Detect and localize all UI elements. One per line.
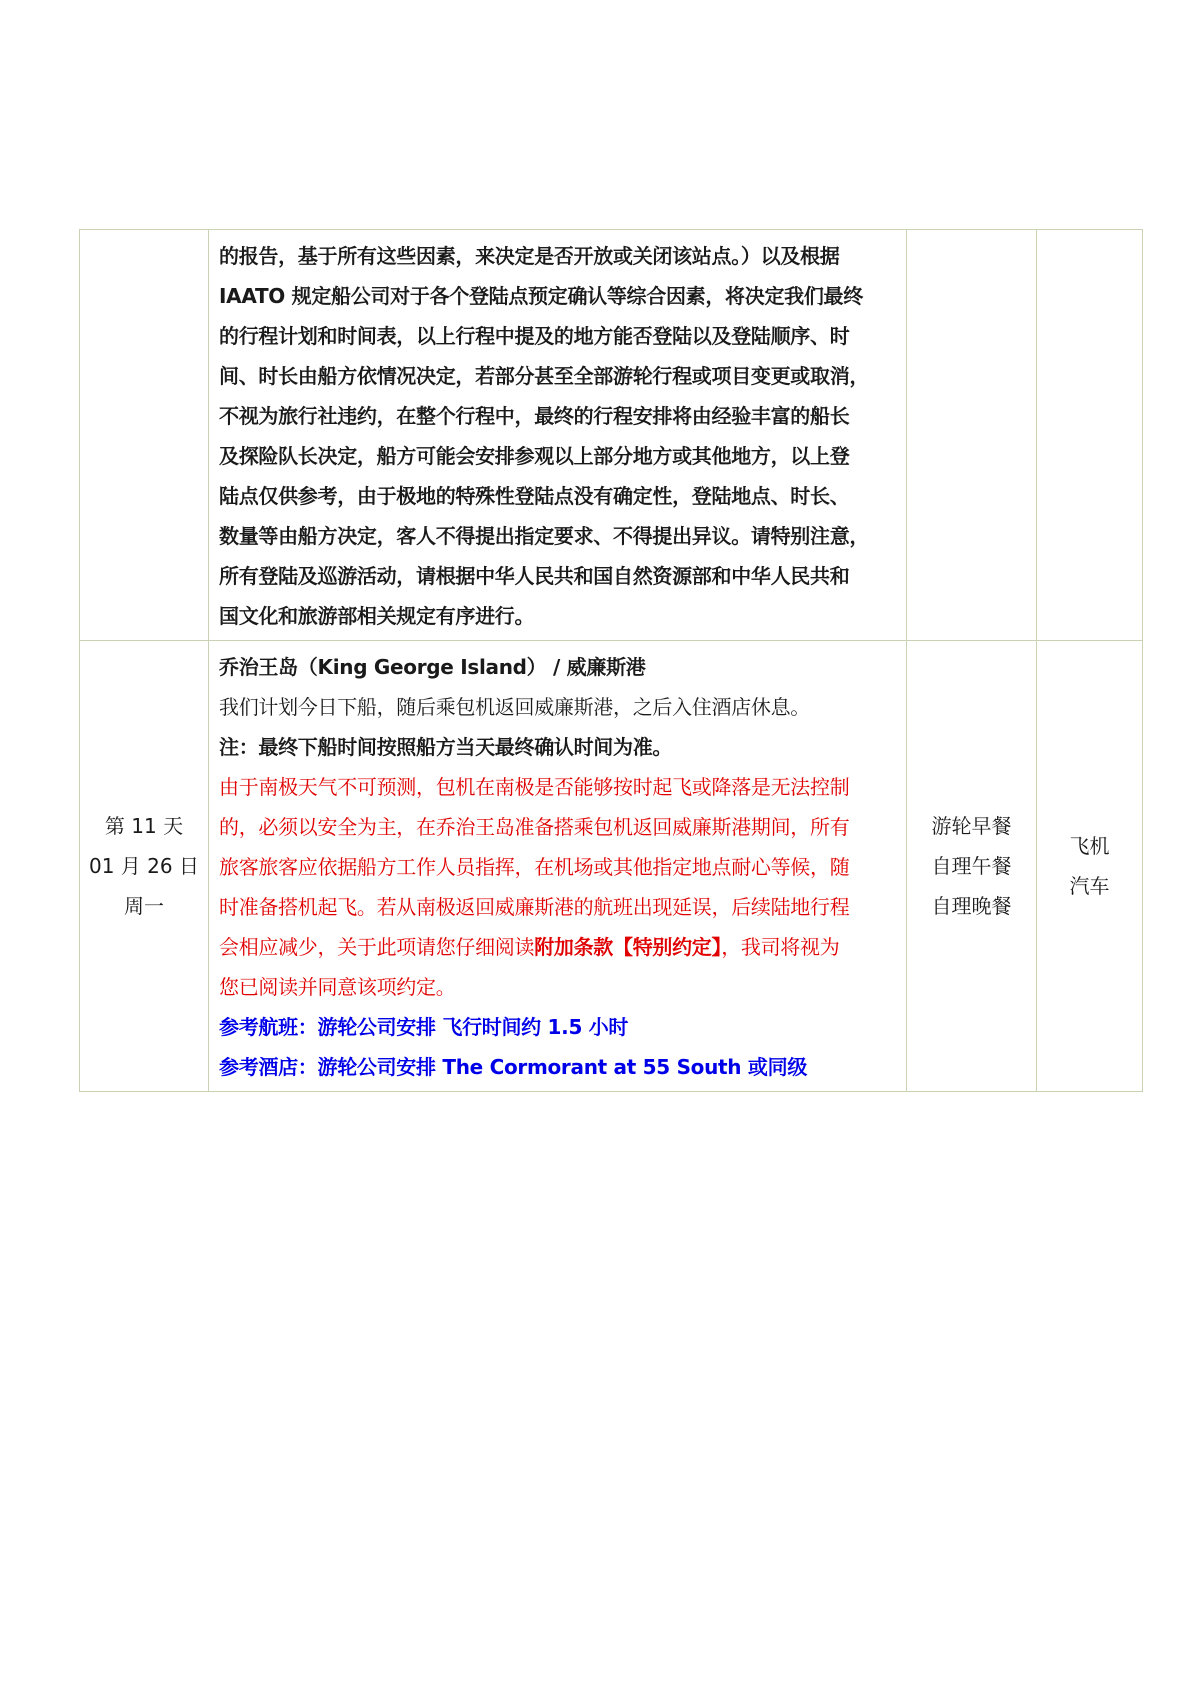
meal-breakfast: 游轮早餐 [931, 814, 1012, 838]
description-cell [209, 230, 907, 641]
transport-plane: 飞机 [1069, 834, 1110, 858]
text-line: IAATO 规定船公司对于各个登陆点预定确认等综合因素，将决定我们最终 [219, 284, 863, 308]
day-weekday: 周一 [124, 894, 164, 918]
table-row-day11 [80, 641, 1143, 1092]
day-title: 乔治王岛（King George Island） / 威廉斯港 [219, 655, 646, 679]
transport-cell-empty [1037, 230, 1143, 641]
meal-lunch: 自理午餐 [931, 854, 1012, 878]
warning-text: ，我司将视为 [721, 935, 840, 959]
hotel-reference: 参考酒店：游轮公司安排 The Cormorant at 55 South 或同级 [219, 1055, 808, 1079]
day11-description [209, 641, 906, 1091]
day-number: 第 11 天 [104, 814, 184, 838]
warning-line: 的，必须以安全为主，在乔治王岛准备搭乘包机返回威廉斯港期间，所有 [219, 815, 850, 839]
warning-line: 时准备搭机起飞。若从南极返回威廉斯港的航班出现延误，后续陆地行程 [219, 895, 850, 919]
description-cell [209, 641, 907, 1092]
text-line: 陆点仅供参考，由于极地的特殊性登陆点没有确定性，登陆地点、时长、 [219, 484, 850, 508]
text-line: 国文化和旅游部相关规定有序进行。 [219, 604, 535, 628]
flight-reference: 参考航班：游轮公司安排 飞行时间约 1.5 小时 [219, 1015, 629, 1039]
day-date: 01 月 26 日 [89, 854, 199, 878]
warning-line [219, 927, 896, 967]
day-cell [80, 641, 209, 1092]
itinerary-table [79, 229, 1143, 1092]
special-terms-link-text: 附加条款【特别约定】 [534, 935, 722, 959]
text-line: 数量等由船方决定，客人不得提出指定要求、不得提出异议。请特别注意， [219, 524, 870, 548]
day-note: 注：最终下船时间按照船方当天最终确认时间为准。 [219, 735, 673, 759]
meals-cell-empty [907, 230, 1037, 641]
day-cell-empty [80, 230, 209, 641]
warning-line: 由于南极天气不可预测，包机在南极是否能够按时起飞或降落是无法控制 [219, 775, 850, 799]
warning-line: 旅客旅客应依据船方工作人员指挥，在机场或其他指定地点耐心等候，随 [219, 855, 850, 879]
day-plan: 我们计划今日下船，随后乘包机返回威廉斯港，之后入住酒店休息。 [219, 695, 810, 719]
text-line: 间、时长由船方依情况决定，若部分甚至全部游轮行程或项目变更或取消， [219, 364, 870, 388]
meals-cell [907, 641, 1037, 1092]
text-line: 的报告，基于所有这些因素，来决定是否开放或关闭该站点。）以及根据 [219, 244, 840, 268]
text-line: 不视为旅行社违约，在整个行程中，最终的行程安排将由经验丰富的船长 [219, 404, 850, 428]
transport-cell [1037, 641, 1143, 1092]
meal-dinner: 自理晚餐 [931, 894, 1012, 918]
warning-line: 您已阅读并同意该项约定。 [219, 975, 456, 999]
text-line: 及探险队长决定，船方可能会安排参观以上部分地方或其他地方，以上登 [219, 444, 850, 468]
warning-text: 会相应减少，关于此项请您仔细阅读 [219, 935, 535, 959]
text-line: 的行程计划和时间表，以上行程中提及的地方能否登陆以及登陆顺序、时 [219, 324, 850, 348]
continued-description [209, 230, 906, 640]
text-line: 所有登陆及巡游活动，请根据中华人民共和国自然资源部和中华人民共和 [219, 564, 850, 588]
transport-car: 汽车 [1069, 874, 1110, 898]
table-row-continued [80, 230, 1143, 641]
